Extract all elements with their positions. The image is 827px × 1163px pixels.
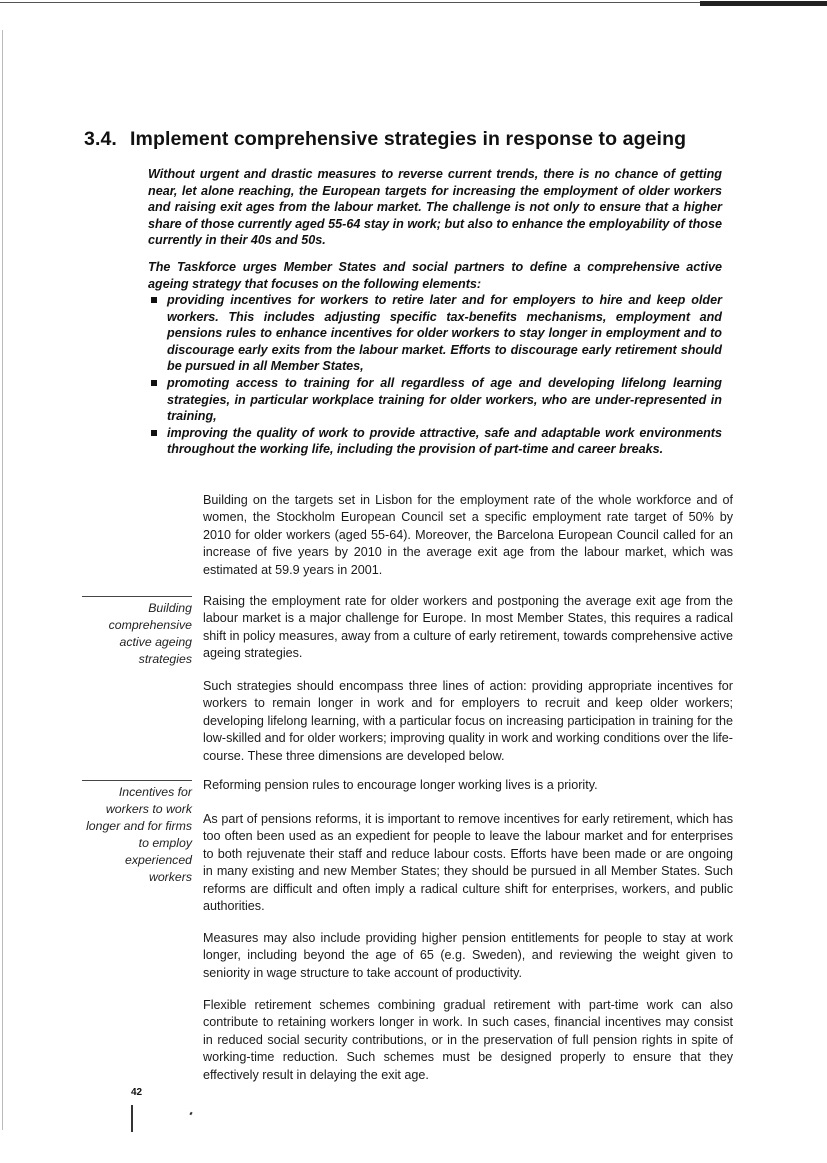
top-rule (0, 0, 827, 6)
scan-speck (189, 1112, 192, 1116)
intro-paragraph-2: The Taskforce urges Member States and social partners to define a comprehensive active ageing strategy that focuses on the following elements: (148, 260, 722, 291)
bullet-item (148, 292, 722, 375)
body-paragraph: Reforming pension rules to encourage longer working lives is a priority. (203, 778, 598, 792)
page-number: 42 (131, 1087, 143, 1098)
bullet-text: promoting access to training for all regardless of age and developing lifelong learning strategies, in particular workplace training for older workers, who are under-represented in training, (167, 375, 722, 424)
margin-note-line: Building (148, 601, 192, 615)
margin-note-line: workers (148, 870, 192, 884)
body-paragraph: Raising the employment rate for older workers and postponing the average exit age from the labour market is a major challenge for Europe. In most Member States, this requires a radical shift in policy measures, away from a culture of early retirement, towards comprehensive active ageing strategies. (203, 594, 733, 661)
footer-bar (131, 1105, 133, 1132)
bullet-text: providing incentives for workers to retire later and for employers to hire and keep older workers. This includes adjusting specific tax-benefits mechanisms, employment and pensions rules to enhance incentives for older workers to stay longer in employment and to discourage early exits from the labour market. Efforts to discourage early retirement should be pursued in all Member States, (167, 293, 722, 374)
bullet-square-icon (151, 297, 157, 303)
page-edge (2, 30, 3, 1130)
bullet-item (148, 375, 722, 425)
margin-note-line: workers to work (105, 802, 192, 816)
body-paragraph: Measures may also include providing higher pension entitlements for people to stay at work longer, including beyond the age of 65 (e.g. Sweden), and reviewing the weight given to seniority in wage structure to take account of productivity. (203, 931, 733, 980)
intro-paragraph-1: Without urgent and drastic measures to reverse current trends, there is no chance of getting near, let alone reaching, the European targets for increasing the employment of older workers and raising exit ages from the labour market. The challenge is not only to ensure that a higher share of those currently aged 55-64 stay in work; but also to enhance the employability of those currently in their 40s and 50s. (148, 167, 722, 248)
intro-bullet-list (148, 292, 722, 458)
body-paragraph: Flexible retirement schemes combining gradual retirement with part-time work can also contribute to retaining workers longer in work. In such cases, financial incentives may consist in reduced social security contributions, or in the preservation of full pension rights in spite of working-time reduction. Such schemes must be designed properly to ensure that they effectively result in delaying the exit age. (203, 998, 733, 1082)
margin-note-line: strategies (138, 652, 192, 666)
bullet-item (148, 425, 722, 458)
bullet-text: improving the quality of work to provide attractive, safe and adaptable work environments throughout the working life, including the provision of part-time and career breaks. (167, 425, 722, 457)
margin-note-incentives (82, 780, 192, 886)
margin-note-line: to employ (138, 836, 192, 850)
body-paragraph: As part of pensions reforms, it is important to remove incentives for early retirement, which has too often been used as an expedient for people to leave the labour market and for enterprises to both rejuvenate their staff and reduce labour costs. Efforts have been made or are ongoing in many existing and new Member States; they should be pursued in all Member States. Such reforms are difficult and often imply a radical culture shift for enterprises, workers, and public authorities. (203, 812, 733, 914)
section-number: 3.4. (84, 128, 117, 150)
top-rule-thick (700, 1, 827, 6)
body-paragraph: Such strategies should encompass three lines of action: providing appropriate incentives for workers to remain longer in work and for employers to recruit and keep older workers; developing lifelong learning, with a particular focus on increasing participation in training for the low-skilled and for older workers; improving quality in work and working conditions over the life-course. These three dimensions are developed below. (203, 679, 733, 763)
margin-note-line: longer and for firms (86, 819, 192, 833)
bullet-square-icon (151, 430, 157, 436)
margin-note-line: Incentives for (118, 785, 192, 799)
section-title: Implement comprehensive strategies in response to ageing (130, 128, 687, 150)
margin-note-line: experienced (125, 853, 192, 867)
section-heading (84, 128, 784, 151)
margin-note-line: comprehensive (108, 618, 192, 632)
margin-note-line: active ageing (119, 635, 192, 649)
bullet-square-icon (151, 380, 157, 386)
body-paragraph: Building on the targets set in Lisbon for the employment rate of the whole workforce and of women, the Stockholm European Council set a specific employment rate target of 50% by 2010 for older workers (aged 55-64). Moreover, the Barcelona European Council called for an increase of five years by 2010 in the average exit age from the labour market, which was estimated at 59.9 years in 2001. (203, 493, 733, 577)
margin-note-active-ageing (82, 596, 192, 668)
